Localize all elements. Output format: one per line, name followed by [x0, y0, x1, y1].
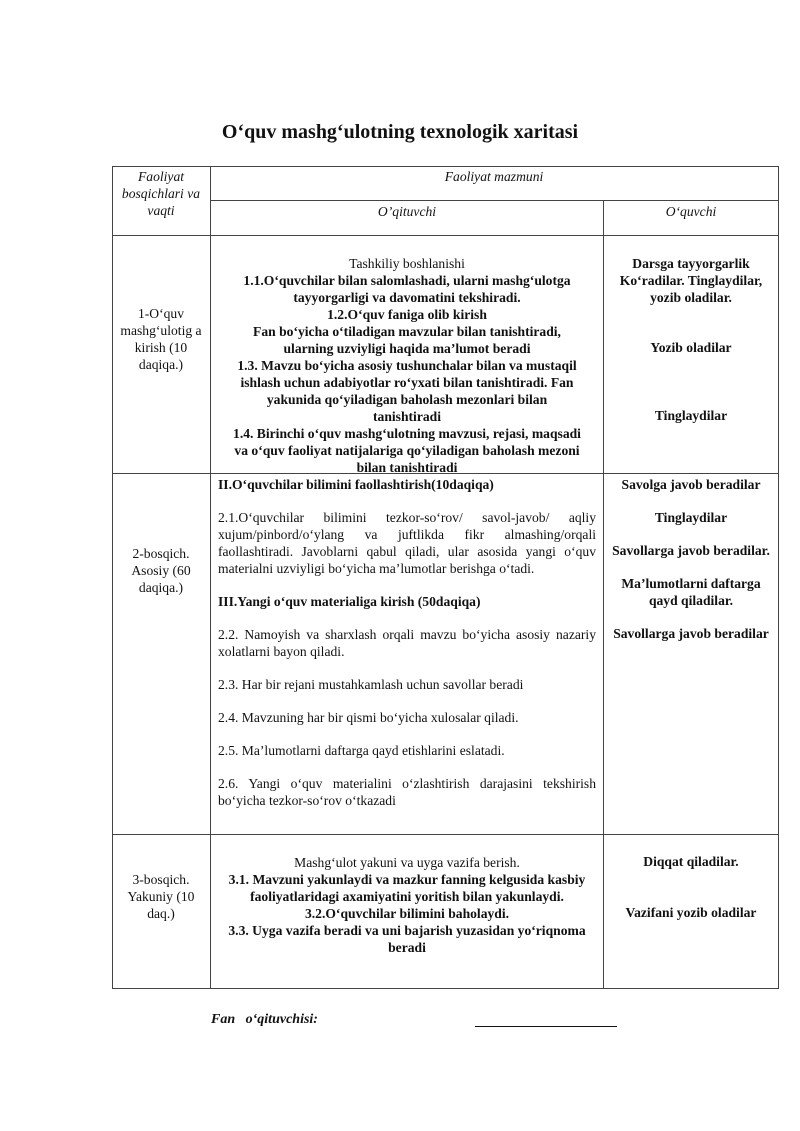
- row1-teacher-line: tanishtiradi: [373, 409, 441, 424]
- row1-teacher-line: yakunida qo‘yiladigan baholash mezonlari bilan: [266, 392, 548, 407]
- row2-teacher: [218, 476, 596, 825]
- row1-student-1: Darsga tayyorgarlik Ko‘radilar. Tinglaydilar, yozib oladilar.: [619, 256, 763, 305]
- row1-teacher-line: 1.4. Birinchi o‘quv mashg‘ulotning mavzusi, rejasi, maqsadi: [233, 426, 581, 441]
- row1-teacher-line: bilan tanishtiradi: [356, 460, 458, 475]
- row2-paragraph: 2.4. Mavzuning har bir qismi bo‘yicha xulosalar qiladi.: [218, 710, 519, 725]
- row2-paragraph: 2.5. Ma’lumotlarni daftarga qayd etishlarini eslatadi.: [218, 743, 505, 758]
- row1-stage: 1-O‘quv mashg‘ulotig a kirish (10 daqiqa.): [120, 306, 202, 372]
- row2-student-item: Savolga javob beradilar: [621, 477, 761, 492]
- row1-teacher-line: 1.1.O‘quvchilar bilan salomlashadi, ularni mashg‘ulotga: [243, 273, 571, 288]
- header-content: Faoliyat mazmuni: [444, 169, 544, 184]
- row3-teacher-line: 3.2.O‘quvchilar bilimini baholaydi.: [304, 906, 510, 921]
- header-teacher: O’qituvchi: [377, 204, 437, 219]
- row1-teacher: [213, 255, 601, 476]
- row1-teacher-line: Fan bo‘yicha o‘tiladigan mavzular bilan tanishtiradi,: [253, 324, 561, 339]
- row2-student-item: Savollarga javob beradilar: [613, 626, 769, 641]
- row3-stage: 3-bosqich. Yakuniy (10 daq.): [127, 872, 195, 921]
- header-stage: Faoliyat bosqichlari va vaqti: [121, 169, 201, 218]
- row3-student-1: Diqqat qiladilar.: [643, 854, 739, 869]
- row3-teacher-line: 3.1. Mavzuni yakunlaydi va mazkur fanning kelgusida kasbiy faoliyatlaridagi axamiyatini yoritish bilan yakunlaydi.: [228, 872, 586, 904]
- row1-teacher-line: ularning uzviyligi haqida ma’lumot beradi: [283, 341, 531, 356]
- row3-student-2: Vazifani yozib oladilar: [625, 905, 757, 920]
- signature-line: [475, 1026, 617, 1027]
- row2-student-item: Savollarga javob beradilar.: [612, 543, 770, 558]
- row2-student-item: Tinglaydilar: [654, 510, 728, 525]
- header-student: O‘quvchi: [665, 204, 717, 219]
- row1-teacher-line: tayyorgarligi va davomatini tekshiradi.: [293, 290, 521, 305]
- row2-paragraph: 2.2. Namoyish va sharxlash orqali mavzu bo‘yicha asosiy nazariy xolatlarni bayon qiladi.: [218, 627, 596, 659]
- row2-heading-2: III.Yangi o‘quv materialiga kirish (50daqiqa): [218, 594, 481, 609]
- row3-teacher: [222, 854, 592, 956]
- row2-student-item: Ma’lumotlarni daftarga qayd qiladilar.: [621, 576, 761, 608]
- row2-student: [608, 476, 774, 658]
- row1-teacher-line: 1.3. Mavzu bo‘yicha asosiy tushunchalar bilan va mustaqil: [237, 358, 577, 373]
- row1-teacher-line: Tashkiliy boshlanishi: [349, 256, 465, 271]
- page-title: O‘quv mashg‘ulotning texnologik xaritasi: [221, 121, 579, 143]
- row2-paragraph: 2.1.O‘quvchilar bilimini tezkor-so‘rov/ savol-javob/ aqliy xujum/pinbord/o‘ylang va juftlikda fikr almashing/orqali faollashtiradi. Javoblarni qabul qiladi, ular asosida yangi o‘quv materialni uzviyligi bo‘yicha ma’lumotlar berishga o‘tadi.: [218, 510, 596, 576]
- row1-student-3: Tinglaydilar: [654, 408, 728, 423]
- row3-teacher-line: Mashg‘ulot yakuni va uyga vazifa berish.: [294, 855, 520, 870]
- row1-teacher-line: va o‘quv faoliyat natijalariga qo‘yiladigan baholash mezoni: [234, 443, 580, 458]
- row3-teacher-line: 3.3. Uyga vazifa beradi va uni bajarish yuzasidan yo‘riqnoma beradi: [228, 923, 586, 955]
- row2-paragraph: 2.3. Har bir rejani mustahkamlash uchun savollar beradi: [218, 677, 524, 692]
- row1-teacher-line: ishlash uchun adabiyotlar ro‘yxati bilan tanishtiradi. Fan: [240, 375, 574, 390]
- row2-stage: 2-bosqich. Asosiy (60 daqiqa.): [131, 546, 191, 595]
- row1-teacher-line: 1.2.O‘quv faniga olib kirish: [327, 307, 487, 322]
- signature-label: Fan o‘qituvchisi:: [211, 1012, 318, 1027]
- row1-student-2: Yozib oladilar: [650, 340, 732, 355]
- row2-heading-1: II.O‘quvchilar bilimini faollashtirish(10daqiqa): [218, 477, 494, 492]
- row2-paragraph: 2.6. Yangi o‘quv materialini o‘zlashtirish darajasini tekshirish bo‘yicha tezkor-so‘rov o‘tkazadi: [218, 776, 596, 808]
